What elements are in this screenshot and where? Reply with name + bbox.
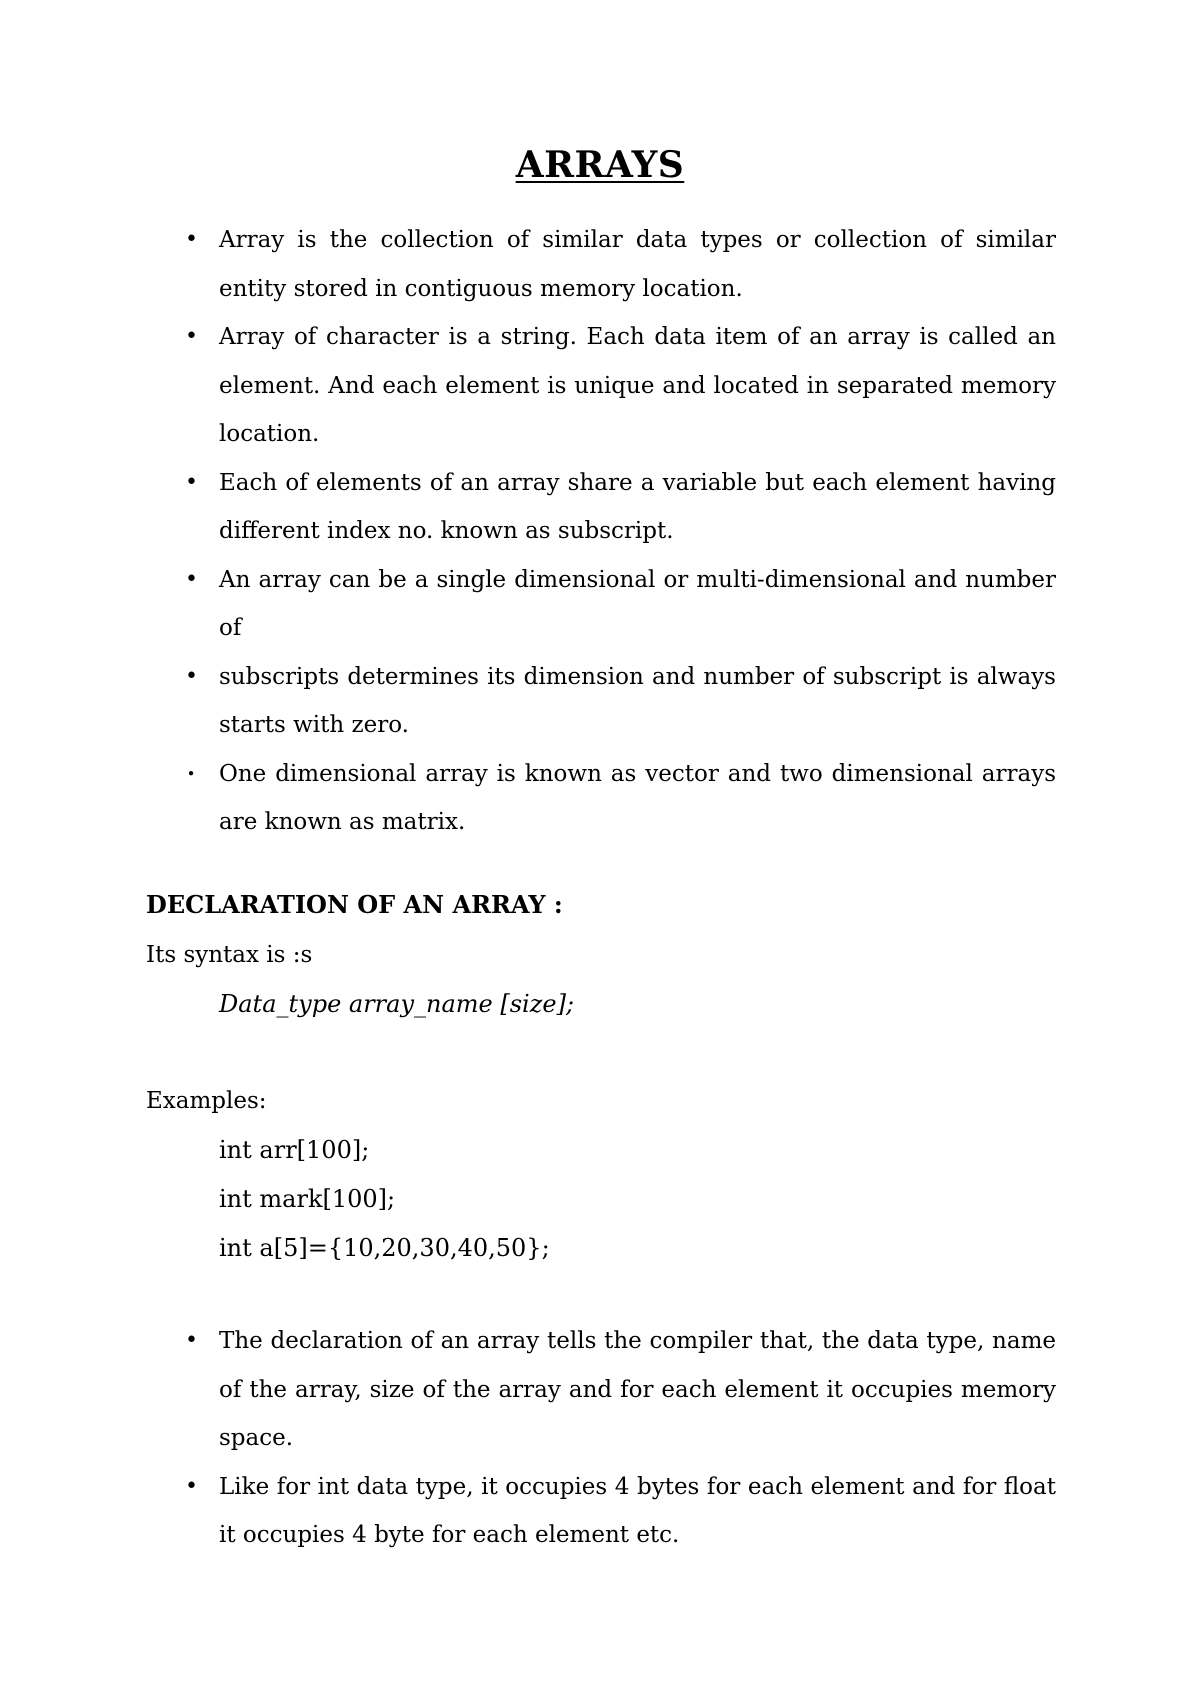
bullet-icon: • xyxy=(185,663,198,689)
code-example: int a[5]={10,20,30,40,50}; xyxy=(219,1234,550,1262)
list-item xyxy=(0,1317,1056,1463)
list-item-text: Like for int data type, it occupies 4 bytes for each element and for float it occupies 4 byte for each element etc. xyxy=(219,1473,1056,1548)
bullet-icon: • xyxy=(185,1328,198,1353)
list-item xyxy=(0,216,1056,313)
list-item-text: Array of character is a string. Each data item of an array is called an element. And each element is unique and located in separated memory location. xyxy=(219,324,1056,447)
list-item xyxy=(0,653,1056,750)
bullet-icon: • xyxy=(185,1473,198,1499)
bullet-icon: • xyxy=(185,324,198,349)
examples-label: Examples: xyxy=(146,1088,267,1114)
bullet-icon: • xyxy=(186,764,196,783)
list-item xyxy=(0,1463,1056,1560)
syntax-line: Data_type array_name [size]; xyxy=(219,990,575,1018)
section-heading: DECLARATION OF AN ARRAY : xyxy=(146,890,563,919)
list-item-text: One dimensional array is known as vector and two dimensional arrays are known as matrix. xyxy=(219,760,1056,835)
closing-bullet-list xyxy=(0,1317,1200,1560)
page-title-text: ARRAYS xyxy=(515,144,685,186)
intro-bullet-list xyxy=(0,216,1200,847)
list-item-text: An array can be a single dimensional or multi-dimensional and number of xyxy=(219,566,1056,641)
list-item-text: subscripts determines its dimension and number of subscript is always starts with zero. xyxy=(219,663,1056,738)
bullet-icon: • xyxy=(185,566,198,592)
bullet-icon: • xyxy=(185,469,198,495)
list-item-text: Each of elements of an array share a variable but each element having different index no. known as subscript. xyxy=(219,469,1056,544)
code-example: int mark[100]; xyxy=(219,1185,396,1213)
list-item-text: Array is the collection of similar data types or collection of similar entity stored in contiguous memory location. xyxy=(219,227,1056,302)
syntax-intro: Its syntax is :s xyxy=(146,942,313,968)
page-title xyxy=(0,143,1200,187)
code-example: int arr[100]; xyxy=(219,1136,370,1164)
list-item xyxy=(0,556,1056,653)
list-item xyxy=(0,313,1056,459)
list-item xyxy=(0,459,1056,556)
bullet-icon: • xyxy=(185,227,198,252)
list-item xyxy=(0,750,1056,847)
list-item-text: The declaration of an array tells the compiler that, the data type, name of the array, size of the array and for each element it occupies memory space. xyxy=(219,1328,1056,1451)
